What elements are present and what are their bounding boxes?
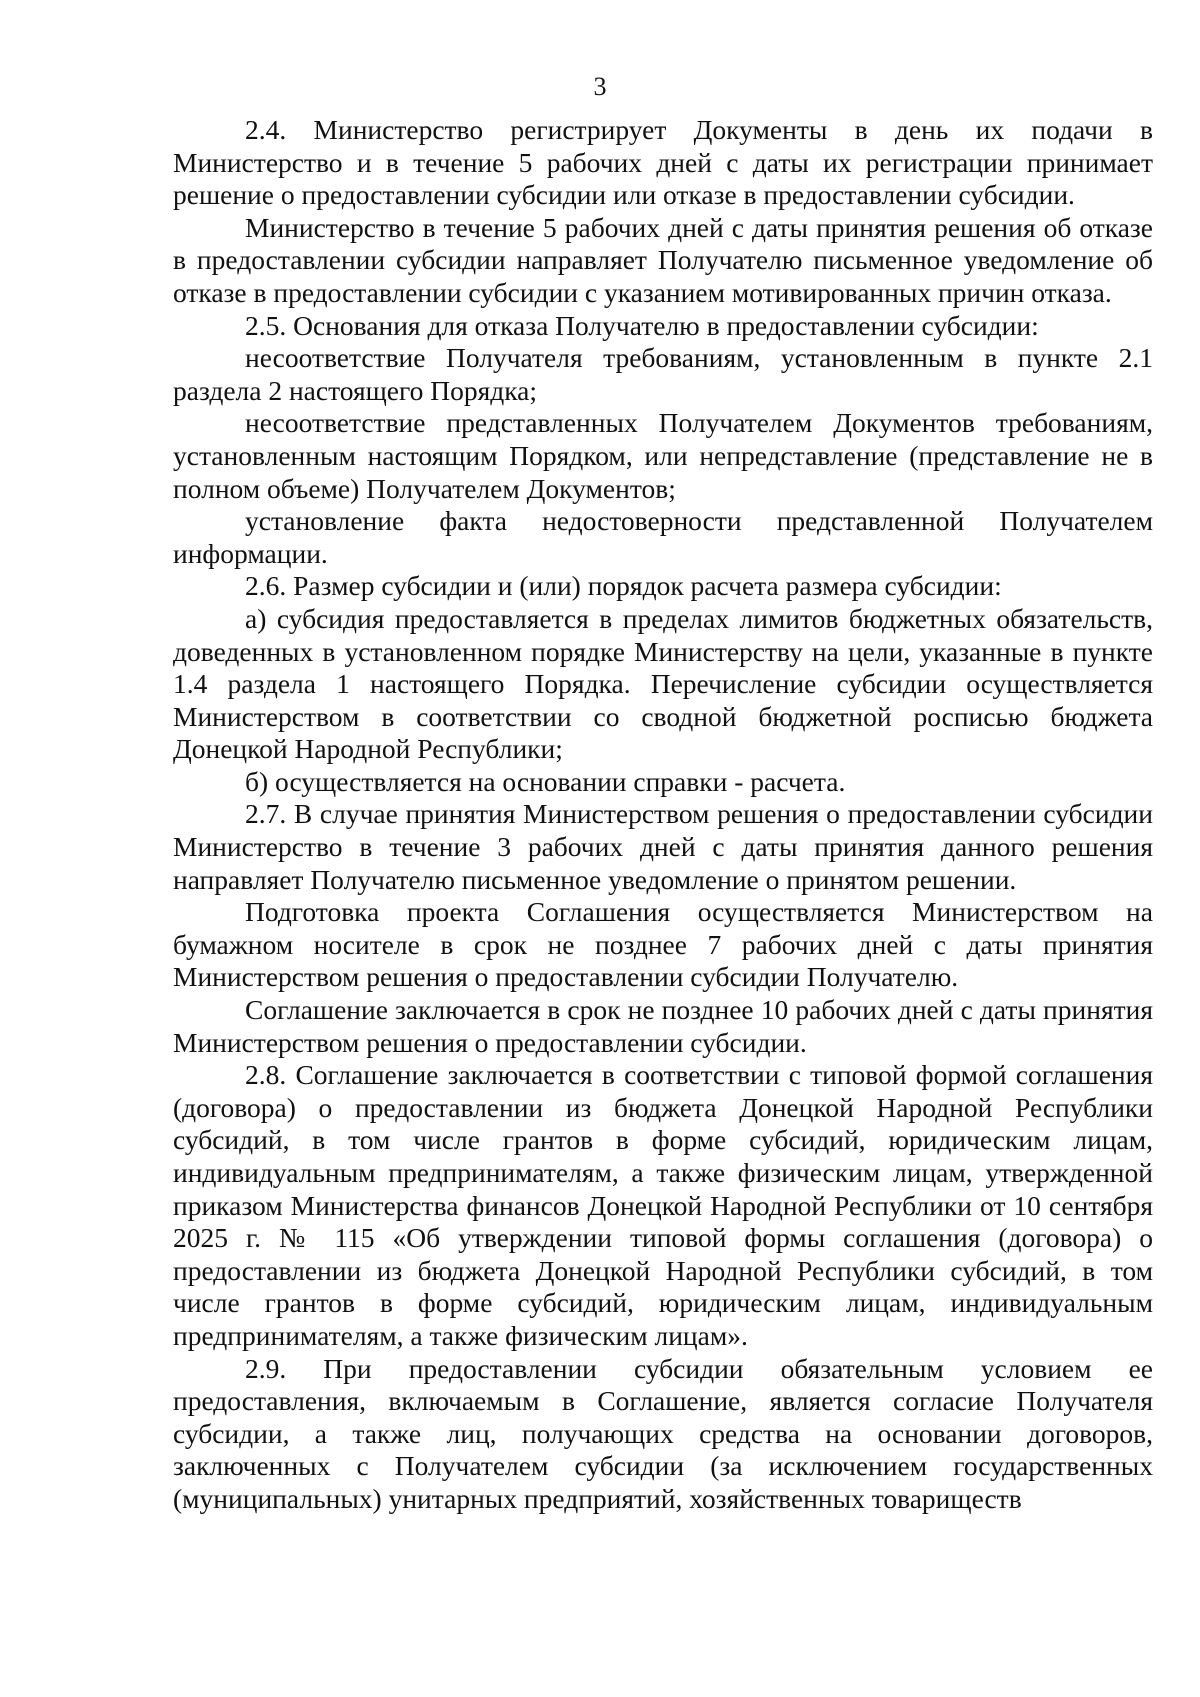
paragraph-2-7: 2.7. В случае принятия Министерством решения о предоставлении субсидии Министерство в течение 3 рабочих дней с даты принятия данного решения направляет Получателю письменное уведомление о принятом решении. [173,798,1153,895]
paragraph-refusal-ground-1: несоответствие Получателя требованиям, установленным в пункте 2.1 раздела 2 настоящего Порядка; [173,342,1153,406]
paragraph-refusal-notice: Министерство в течение 5 рабочих дней с даты принятия решения об отказе в предоставлении субсидии направляет Получателю письменное уведомление об отказе в предоставлении субсидии с указанием мотивированных причин отказа. [173,211,1153,308]
paragraph-agreement-conclusion: Соглашение заключается в срок не позднее 10 рабочих дней с даты принятия Министерством решения о предоставлении субсидии. [173,994,1153,1058]
paragraph-2-5: 2.5. Основания для отказа Получателю в предоставлении субсидии: [245,309,1039,341]
document-body [173,114,1153,1516]
paragraph-2-6-b: б) осуществляется на основании справки - расчета. [245,765,846,797]
paragraph-2-9: 2.9. При предоставлении субсидии обязательным условием ее предоставления, включаемым в Соглашение, является согласие Получателя субсидии, а также лиц, получающих средства на основании договоров, заключенных с Получателем субсидии (за исключением государственных (муниципальных) унитарных предприятий, хозяйственных товариществ [173,1352,1153,1514]
paragraph-2-6-a: а) субсидия предоставляется в пределах лимитов бюджетных обязательств, доведенных в установленном порядке Министерству на цели, указанные в пункте 1.4 раздела 1 настоящего Порядка. Перечисление субсидии осуществляется Министерством в соответствии со сводной бюджетной росписью бюджета Донецкой Народной Республики; [173,602,1153,765]
paragraph-2-4: 2.4. Министерство регистрирует Документы в день их подачи в Министерство и в течение 5 рабочих дней с даты их регистрации принимает решение о предоставлении субсидии или отказе в предоставлении субсидии. [173,114,1153,211]
paragraph-agreement-preparation: Подготовка проекта Соглашения осуществляется Министерством на бумажном носителе в срок не позднее 7 рабочих дней с даты принятия Министерством решения о предоставлении субсидии Получателю. [173,896,1153,993]
paragraph-2-6: 2.6. Размер субсидии и (или) порядок расчета размера субсидии: [245,570,1002,602]
page-number: 3 [593,72,607,101]
paragraph-refusal-ground-3: установление факта недостоверности представленной Получателем информации. [173,505,1153,569]
paragraph-refusal-ground-2: несоответствие представленных Получателем Документов требованиям, установленным настоящим Порядком, или непредставление (представление не в полном объеме) Получателем Документов; [173,407,1153,504]
paragraph-2-8: 2.8. Соглашение заключается в соответствии с типовой формой соглашения (договора) о предоставлении из бюджета Донецкой Народной Республики субсидий, в том числе грантов в форме субсидий, юридическим лицам, индивидуальным предпринимателям, а также физическим лицам, утвержденной приказом Министерства финансов Донецкой Народной Республики от 10 сентября 2025 г. № 115 «Об утверждении типовой формы соглашения (договора) о предоставлении из бюджета Донецкой Народной Республики субсидий, в том числе грантов в форме субсидий, юридическим лицам, индивидуальным предпринимателям, а также физическим лицам». [173,1059,1153,1351]
